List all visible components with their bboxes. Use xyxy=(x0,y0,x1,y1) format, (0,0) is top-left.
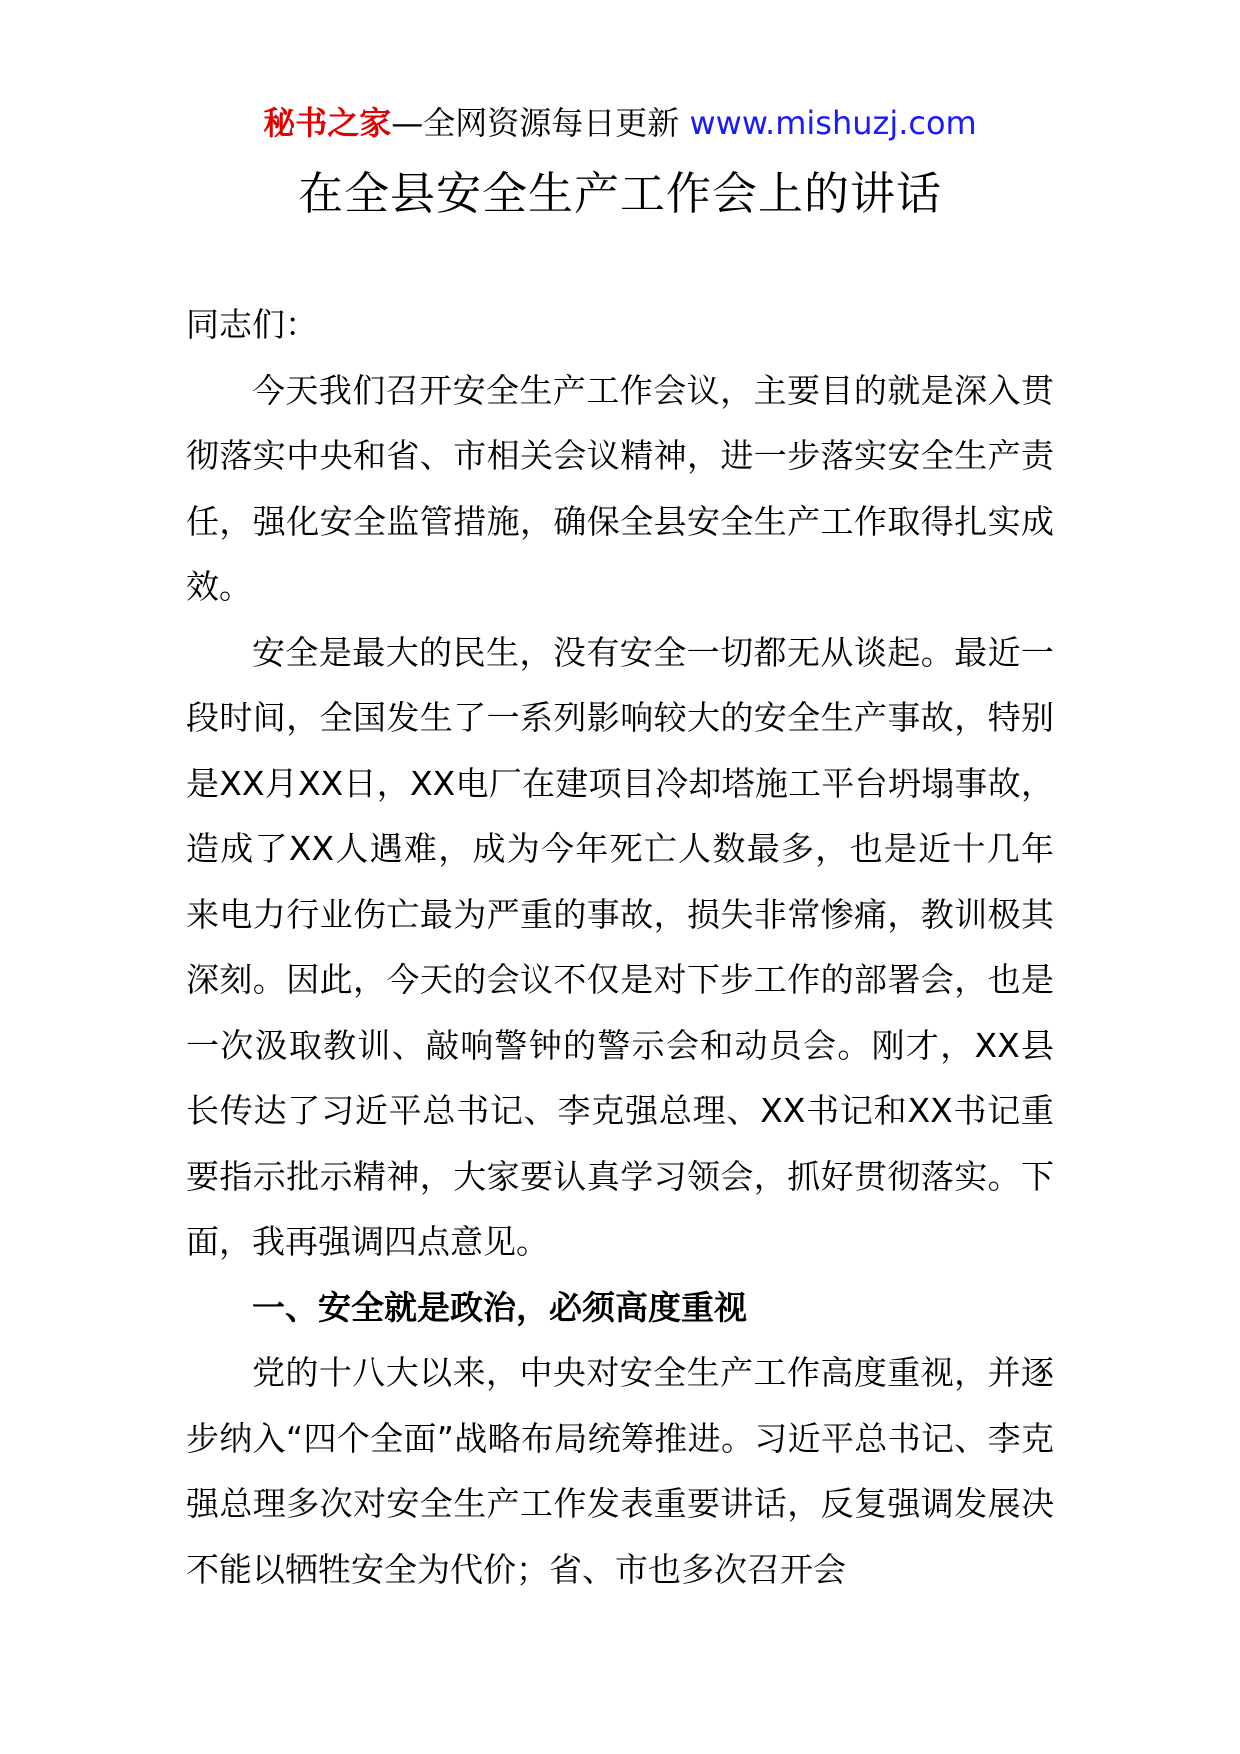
brand-name: 秘书之家 xyxy=(263,104,392,142)
site-tagline: —全网资源每日更新 xyxy=(391,104,680,142)
salutation: 同志们： xyxy=(186,305,318,344)
site-header xyxy=(0,100,1240,146)
body-paragraph: 党的十八大以来，中央对安全生产工作高度重视，并逐步纳入“四个全面”战略布局统筹推进。习近平总书记、李克强总理多次对安全生产工作发表重要讲话，反复强调发展决不能以牺牲安全为代价；省、市也多次召开会 xyxy=(186,1353,1054,1589)
document-body xyxy=(186,292,1054,1602)
body-paragraph: 今天我们召开安全生产工作会议，主要目的就是深入贯彻落实中央和省、市相关会议精神，进一步落实安全生产责任，强化安全监管措施，确保全县安全生产工作取得扎实成效。 xyxy=(186,370,1054,606)
section-heading: 一、安全就是政治，必须高度重视 xyxy=(252,1287,747,1327)
body-paragraph: 安全是最大的民生，没有安全一切都无从谈起。最近一段时间，全国发生了一系列影响较大的安全生产事故，特别是XX月XX日，XX电厂在建项目冷却塔施工平台坍塌事故，造成了XX人遇难，成为今年死亡人数最多，也是近十几年来电力行业伤亡最为严重的事故，损失非常惨痛，教训极其深刻。因此，今天的会议不仅是对下步工作的部署会，也是一次汲取教训、敲响警钟的警示会和动员会。刚才，XX县长传达了习近平总书记、李克强总理、XX书记和XX书记重要指示批示精神，大家要认真学习领会，抓好贯彻落实。下面，我再强调四点意见。 xyxy=(186,632,1054,1261)
document-title: 在全县安全生产工作会上的讲话 xyxy=(297,167,942,220)
site-url-link[interactable]: www.mishuzj.com xyxy=(689,104,977,142)
